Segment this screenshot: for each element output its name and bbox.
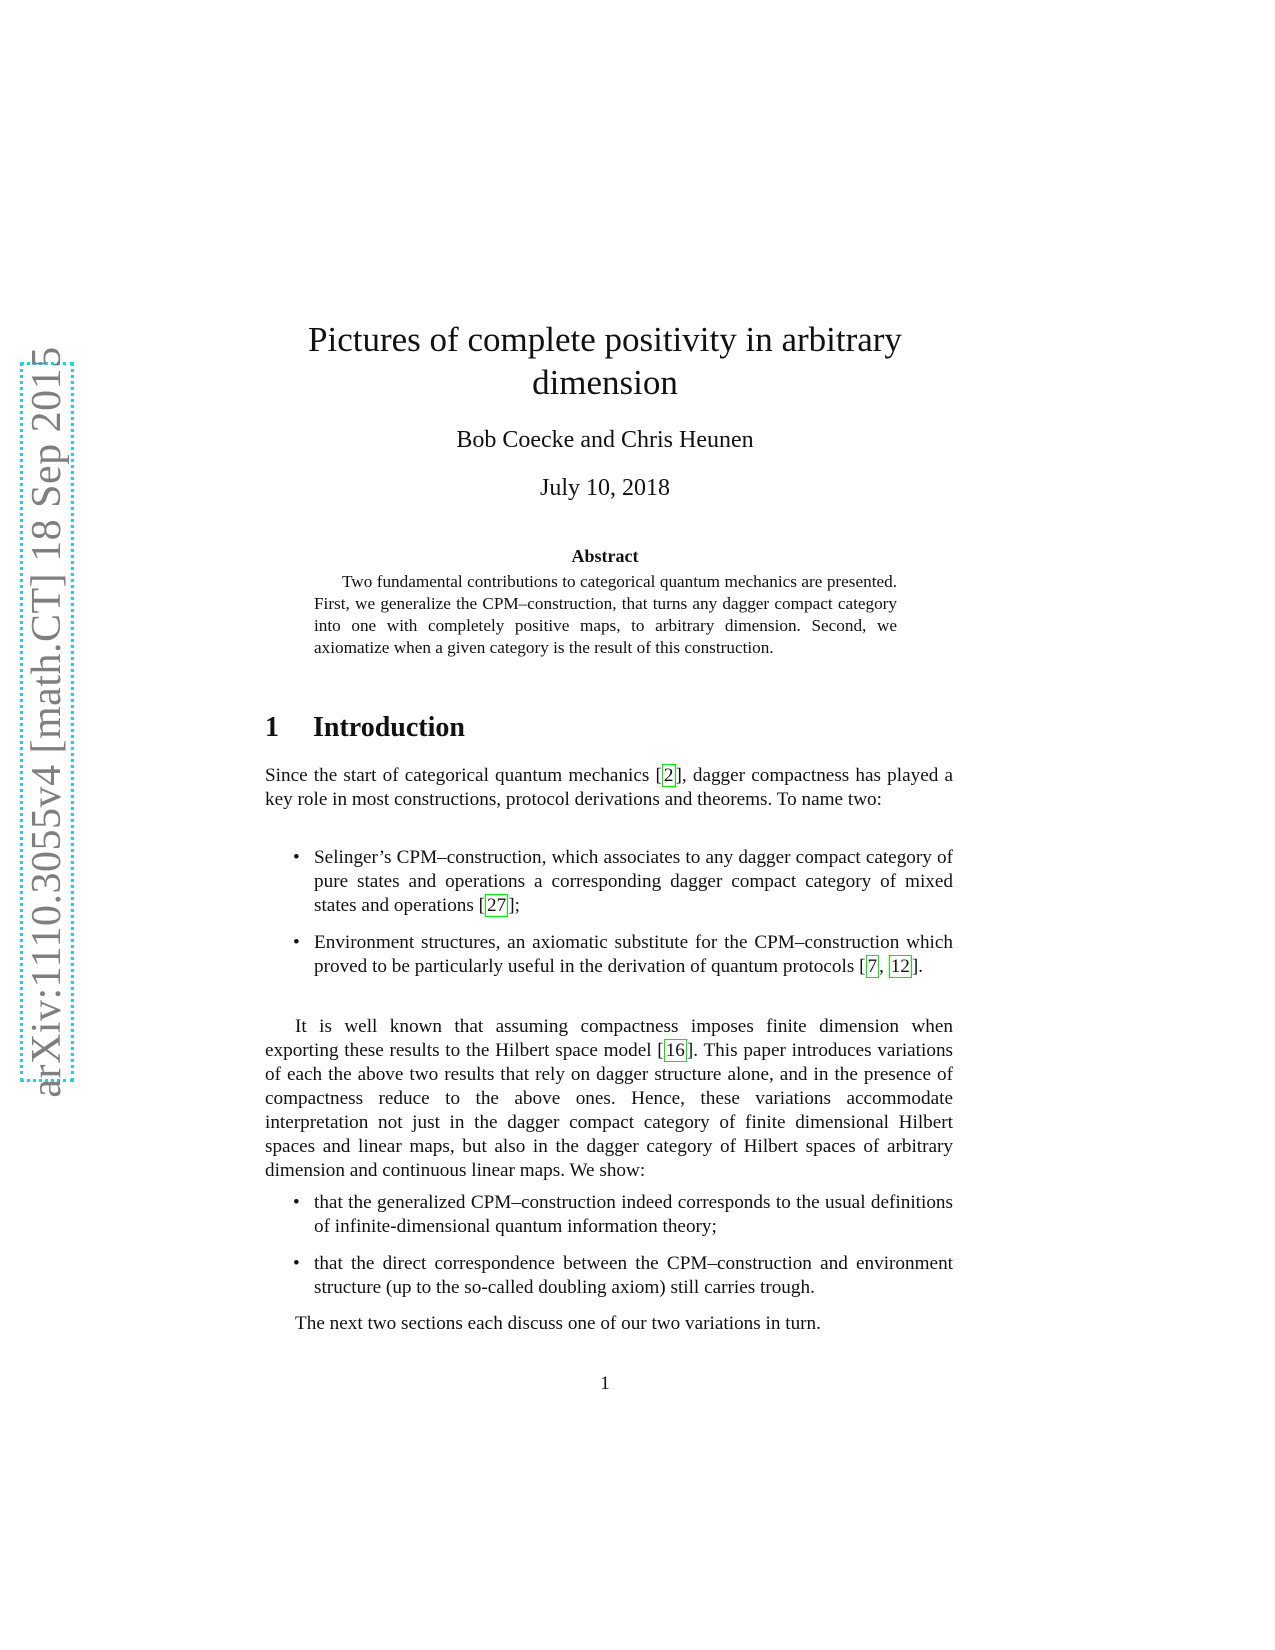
arxiv-identifier[interactable]: arXiv:1110.3055v4 [math.CT] 18 Sep 2015 [24, 346, 70, 1098]
title-line-1: Pictures of complete positivity in arbitrary [308, 320, 902, 359]
page-number: 1 [600, 1373, 610, 1394]
text: . This paper introduces variations of each the above two results that rely on dagger structure alone, and in the presence of compactness reduce to the above ones. Hence, these variations accommodate interpretation not just in the dagger compact category of finite dimensional Hilbert spaces and linear maps, but also in the dagger category of Hilbert spaces of arbitrary dimension and continuous linear maps. We show: [265, 1040, 954, 1181]
list-item: • that the direct correspondence between the CPM–construction and environment structure (up to the so-called doubling axiom) still carries trough. [265, 1252, 953, 1300]
citation-link[interactable]: 27 [487, 895, 507, 916]
text: , dagger compactness has played a key role in most constructions, protocol derivations and theorems. To name two: [265, 765, 953, 810]
arxiv-stamp [20, 346, 74, 1098]
section-number: 1 [265, 712, 279, 743]
paragraph-2: It is well known that assuming compactness imposes finite dimension when exporting these results to the Hilbert space model [ 16 ]. This paper introduces variations of each the above two results that rely on dagger structure alone, and in the presence of compactness reduce to the above ones. Hence, these variations accommodate interpretation not just in the dagger compact category of finite dimensional Hilbert spaces and linear maps, but also in the dagger category of Hilbert spaces of arbitrary dimension and continuous linear maps. We show: [265, 1016, 954, 1181]
list-item: • Selinger’s CPM–construction, which associates to any dagger compact category of pure states and operations a corresponding dagger compact category of mixed states and operations [ 27 ]; [265, 846, 953, 918]
bullet-list-1 [265, 846, 953, 992]
citation-link[interactable]: 2 [663, 765, 674, 786]
authors: Bob Coecke and Chris Heunen [456, 427, 754, 453]
citation-link[interactable]: 12 [890, 956, 910, 977]
text: . [918, 956, 924, 977]
paragraph-3: The next two sections each discuss one of our two variations in turn. [295, 1313, 821, 1334]
bullet-list-2 [265, 1191, 953, 1313]
text: Selinger’s CPM–construction, which associates to any dagger compact category of pure states and operations a corresponding dagger compact category of mixed states and operations [314, 847, 953, 916]
list-item: • that the generalized CPM–construction indeed corresponds to the usual definitions of infinite-dimensional quantum information theory; [265, 1191, 953, 1239]
text: ; [514, 895, 520, 916]
abstract-text: Two fundamental contributions to categorical quantum mechanics are presented. First, we generalize the CPM–construction, that turns any dagger compact category into one with completely positive maps, to arbitrary dimension. Second, we axiomatize when a given category is the result of this construction. [314, 572, 897, 657]
text: It is well known that assuming compactness imposes finite dimension when exporting these results to the Hilbert space model [265, 1016, 953, 1061]
paragraph-1: Since the start of categorical quantum mechanics [ 2 ], dagger compactness has played a key role in most constructions, protocol derivations and theorems. To name two: [265, 765, 953, 810]
date: July 10, 2018 [539, 475, 670, 501]
section-heading [265, 712, 465, 744]
text: , [879, 956, 889, 977]
paper-title [300, 318, 910, 404]
abstract-heading: Abstract [571, 546, 639, 566]
title-line-2: dimension [532, 363, 678, 402]
citation-link[interactable]: 16 [665, 1040, 685, 1061]
citation-link[interactable]: 7 [867, 956, 878, 977]
text: Environment structures, an axiomatic substitute for the CPM–construction which proved to be particularly useful in the derivation of quantum protocols [314, 932, 953, 977]
text: Since the start of categorical quantum mechanics [265, 765, 656, 786]
list-item: • Environment structures, an axiomatic substitute for the CPM–construction which proved to be particularly useful in the derivation of quantum protocols [ 7 , 12 ]. [265, 931, 953, 979]
section-title: Introduction [313, 712, 465, 743]
